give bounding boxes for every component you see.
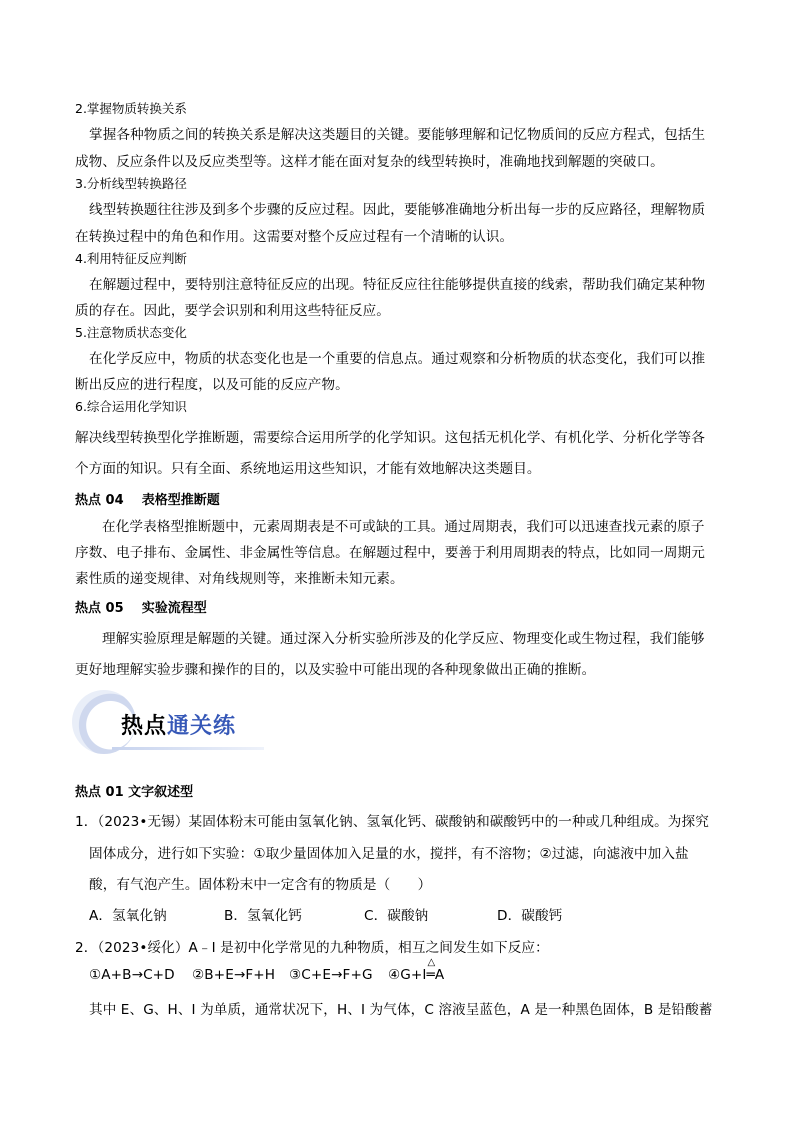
q1-option-d: D．碳酸钙: [497, 908, 563, 924]
section-4-line-1: 在解题过程中，要特别注意特征反应的出现。特征反应往往能够提供直接的线索，帮助我们确定某种物: [89, 277, 706, 293]
hot01-title: 热点 01 文字叙述型: [75, 785, 194, 800]
q2-reaction-3: ③C+E→F+G: [289, 967, 373, 983]
q2-reaction-2: ②B+E→F+H: [192, 967, 276, 983]
section-3-line-2: 在转换过程中的角色和作用。这需要对整个反应过程有一个清晰的认识。: [75, 229, 514, 245]
section-4-title: 4.利用特征反应判断: [75, 251, 187, 266]
section-2-line-1: 掌握各种物质之间的转换关系是解决这类题目的关键。要能够理解和记忆物质间的反应方程式，包括生: [89, 127, 706, 143]
hot04-line-3: 素性质的递变规律、对角线规则等，来推断未知元素。: [75, 571, 404, 587]
q1-line-3: 酸，有气泡产生。固体粉末中一定含有的物质是（ ）: [89, 877, 432, 893]
hot05-line-1: 理解实验原理是解题的关键。通过深入分析实验所涉及的化学反应、物理变化或生物过程，我们能够: [102, 631, 705, 647]
banner-title-main: 热点: [121, 714, 168, 739]
section-2-title: 2.掌握物质转换关系: [75, 101, 187, 116]
section-5-line-2: 断出反应的进行程度，以及可能的反应产物。: [75, 377, 349, 393]
q2-line-3: 其中 E、G、H、I 为单质，通常状况下，H、I 为气体，C 溶液呈蓝色，A 是一种黑色固体，B 是铅酸蓄: [89, 1002, 713, 1018]
q1-line-1: 1．（2023•无锡）某固体粉末可能由氢氧化钠、氢氧化钙、碳酸钠和碳酸钙中的一种或几种组成。为探究: [75, 814, 709, 830]
hot05-title: 热点 05 实验流程型: [75, 601, 207, 616]
banner-title: [121, 709, 236, 740]
heat-condition: △ ═: [426, 957, 436, 983]
section-3-title: 3.分析线型转换路径: [75, 176, 187, 191]
q1-option-b: B．氢氧化钙: [224, 908, 302, 924]
banner-underline: [112, 747, 264, 750]
hot04-line-1: 在化学表格型推断题中，元素周期表是不可或缺的工具。通过周期表，我们可以迅速查找元素的原子: [102, 519, 705, 535]
q2-reaction-4-left: ④G+I: [388, 967, 427, 983]
hot04-line-2: 序数、电子排布、金属性、非金属性等信息。在解题过程中，要善于利用周期表的特点，比如同一周期元: [75, 545, 705, 561]
section-2-line-2: 成物、反应条件以及反应类型等。这样才能在面对复杂的线型转换时，准确地找到解题的突破口。: [75, 154, 664, 170]
section-4-line-2: 质的存在。因此，要学会识别和利用这些特征反应。: [75, 303, 390, 319]
q1-option-c: C．碳酸钠: [364, 908, 429, 924]
hot05-line-2: 更好地理解实验步骤和操作的目的，以及实验中可能出现的各种现象做出正确的推断。: [75, 662, 596, 678]
q2-reaction-4-right: A: [434, 967, 445, 983]
section-5-title: 5.注意物质状态变化: [75, 325, 187, 340]
q2-reaction-1: ①A+B→C+D: [89, 967, 175, 983]
q1-option-a: A．氢氧化钠: [89, 908, 167, 924]
section-5-line-1: 在化学反应中，物质的状态变化也是一个重要的信息点。通过观察和分析物质的状态变化，我们可以推: [89, 351, 706, 367]
q2-reaction-4: [388, 957, 445, 983]
section-3-line-1: 线型转换题往往涉及到多个步骤的反应过程。因此，要能够准确地分析出每一步的反应路径，理解物质: [89, 202, 706, 218]
q2-line-1: 2．（2023•绥化）A﹣I 是初中化学常见的九种物质，相互之间发生如下反应：: [75, 940, 549, 956]
q1-line-2: 固体成分，进行如下实验：①取少量固体加入足量的水，搅拌，有不溶物；②过滤，向滤液中加入盐: [89, 846, 689, 862]
hot04-title: 热点 04 表格型推断题: [75, 493, 220, 508]
section-6-title: 6.综合运用化学知识: [75, 399, 187, 414]
heat-triangle-icon: △: [427, 957, 436, 968]
section-6-line-2: 个方面的知识。只有全面、系统地运用这些知识，才能有效地解决这类题目。: [75, 461, 541, 477]
banner-title-accent: 通关练: [167, 714, 237, 739]
section-6-line-1: 解决线型转换型化学推断题，需要综合运用所学的化学知识。这包括无机化学、有机化学、分析化学等各: [75, 430, 705, 446]
